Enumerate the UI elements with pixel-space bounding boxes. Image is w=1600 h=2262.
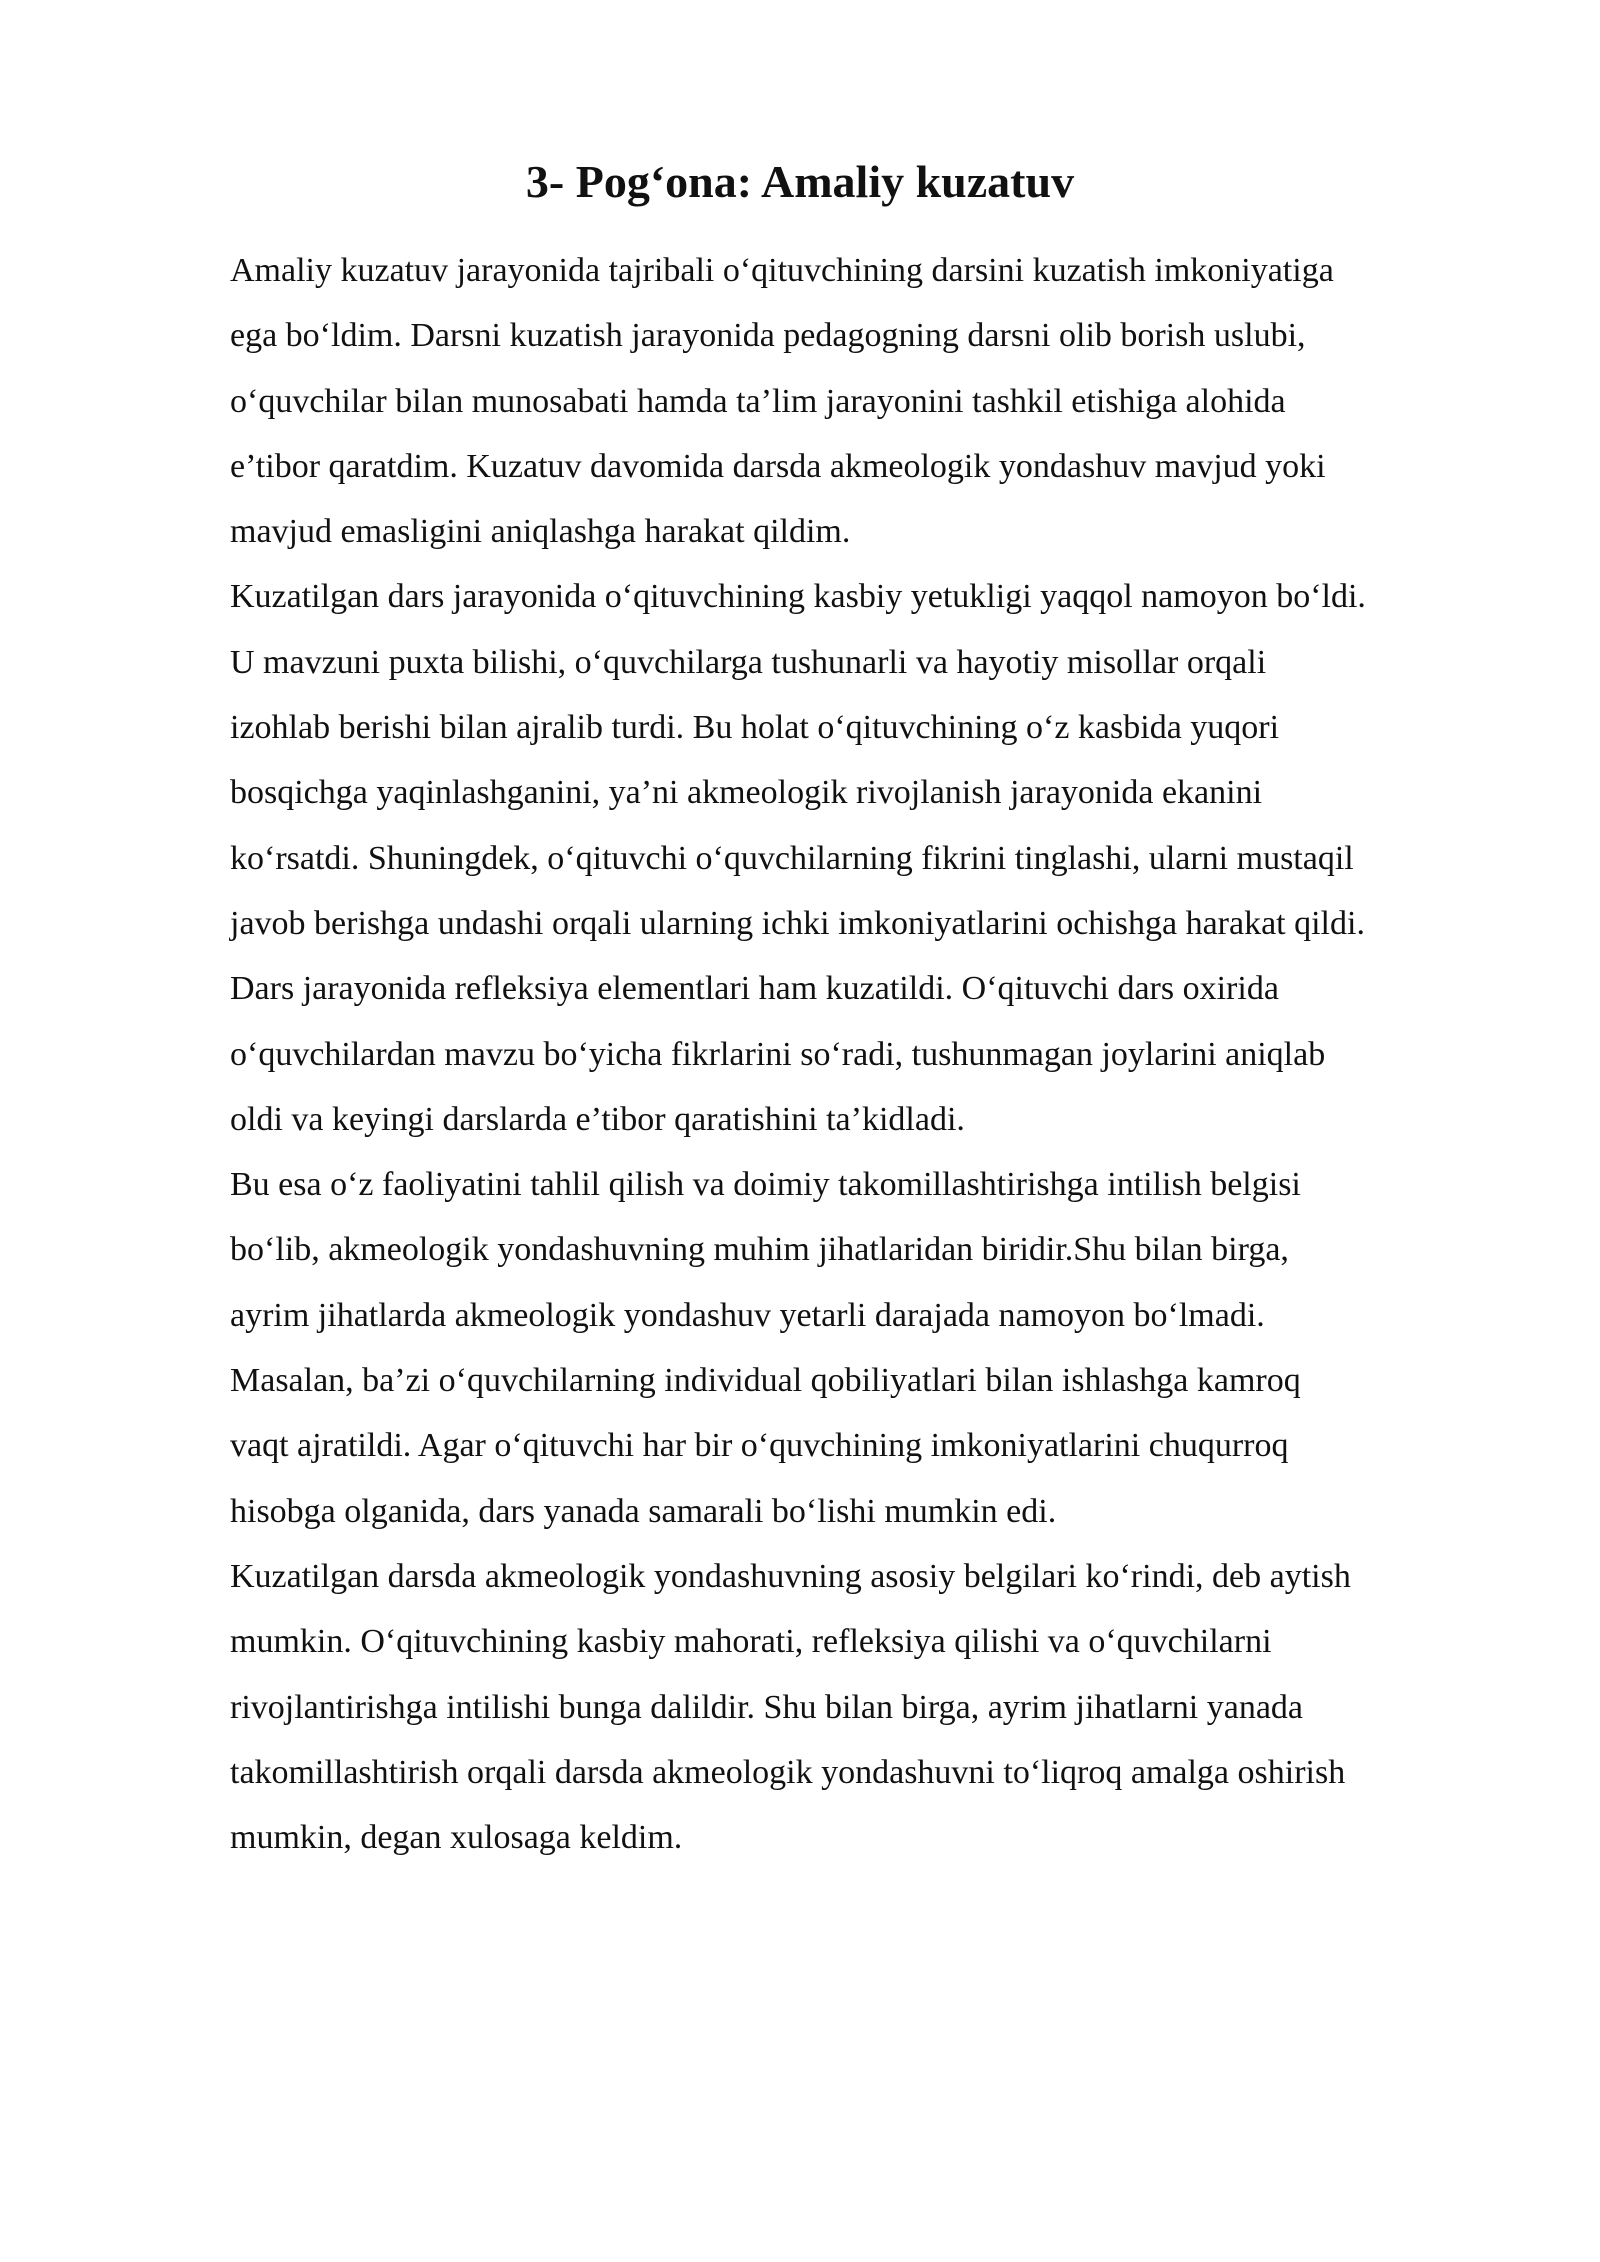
text-line: takomillashtirish orqali darsda akmeologik yondashuvni to‘liqroq amalga oshirish (230, 1753, 1346, 1791)
text-line: rivojlantirishga intilishi bunga dalildir. Shu bilan birga, ayrim jihatlarni yanada (230, 1688, 1304, 1726)
text-line: e’tibor qaratdim. Kuzatuv davomida darsda akmeologik yondashuv mavjud yoki (230, 447, 1326, 485)
text-line: U mavzuni puxta bilishi, o‘quvchilarga tushunarli va hayotiy misollar orqali (230, 643, 1267, 681)
text-line: hisobga olganida, dars yanada samarali bo‘lishi mumkin edi. (230, 1492, 1057, 1530)
text-line: o‘quvchilar bilan munosabati hamda ta’lim jarayonini tashkil etishiga alohida (230, 382, 1286, 420)
text-line: Masalan, ba’zi o‘quvchilarning individual qobiliyatlari bilan ishlashga kamroq (230, 1362, 1301, 1400)
text-line: javob berishga undashi orqali ularning ichki imkoniyatlarini ochishga harakat qildi. (230, 904, 1365, 942)
text-line: o‘quvchilardan mavzu bo‘yicha fikrlarini so‘radi, tushunmagan joylarini aniqlab (230, 1035, 1326, 1073)
text-line: Kuzatilgan darsda akmeologik yondashuvning asosiy belgilari ko‘rindi, deb aytish (230, 1557, 1351, 1595)
text-line: mumkin, degan xulosaga keldim. (230, 1819, 683, 1857)
text-line: bo‘lib, akmeologik yondashuvning muhim jihatlaridan biridir.Shu bilan birga, (230, 1231, 1289, 1269)
text-line: mumkin. O‘qituvchining kasbiy mahorati, refleksiya qilishi va o‘quvchilarni (230, 1623, 1272, 1661)
text-line: Kuzatilgan dars jarayonida o‘qituvchining kasbiy yetukligi yaqqol namoyon bo‘ldi. (230, 578, 1366, 616)
text-line: izohlab berishi bilan ajralib turdi. Bu holat o‘qituvchining o‘z kasbida yuqori (230, 709, 1280, 747)
text-line: ega bo‘ldim. Darsni kuzatish jarayonida pedagogning darsni olib borish uslubi, (230, 317, 1306, 355)
text-line: oldi va keyingi darslarda e’tibor qaratishini ta’kidladi. (230, 1100, 965, 1138)
text-line: ko‘rsatdi. Shuningdek, o‘qituvchi o‘quvchilarning fikrini tinglashi, ularni mustaqil (230, 839, 1354, 877)
page-title: 3- Pog‘ona: Amaliy kuzatuv (525, 156, 1075, 207)
text-line: mavjud emasligini aniqlashga harakat qildim. (230, 513, 851, 551)
text-line: bosqichga yaqinlashganini, ya’ni akmeologik rivojlanish jarayonida ekanini (230, 774, 1263, 812)
text-line: ayrim jihatlarda akmeologik yondashuv yetarli darajada namoyon bo‘lmadi. (230, 1296, 1265, 1334)
text-line: Bu esa o‘z faoliyatini tahlil qilish va doimiy takomillashtirishga intilish belgisi (230, 1166, 1301, 1204)
text-line: Dars jarayonida refleksiya elementlari ham kuzatildi. O‘qituvchi dars oxirida (230, 970, 1279, 1008)
text-line: Amaliy kuzatuv jarayonida tajribali o‘qituvchining darsini kuzatish imkoniyatiga (230, 252, 1334, 289)
text-line: vaqt ajratildi. Agar o‘qituvchi har bir o‘quvchining imkoniyatlarini chuqurroq (230, 1427, 1289, 1465)
document-body (230, 238, 1530, 1870)
